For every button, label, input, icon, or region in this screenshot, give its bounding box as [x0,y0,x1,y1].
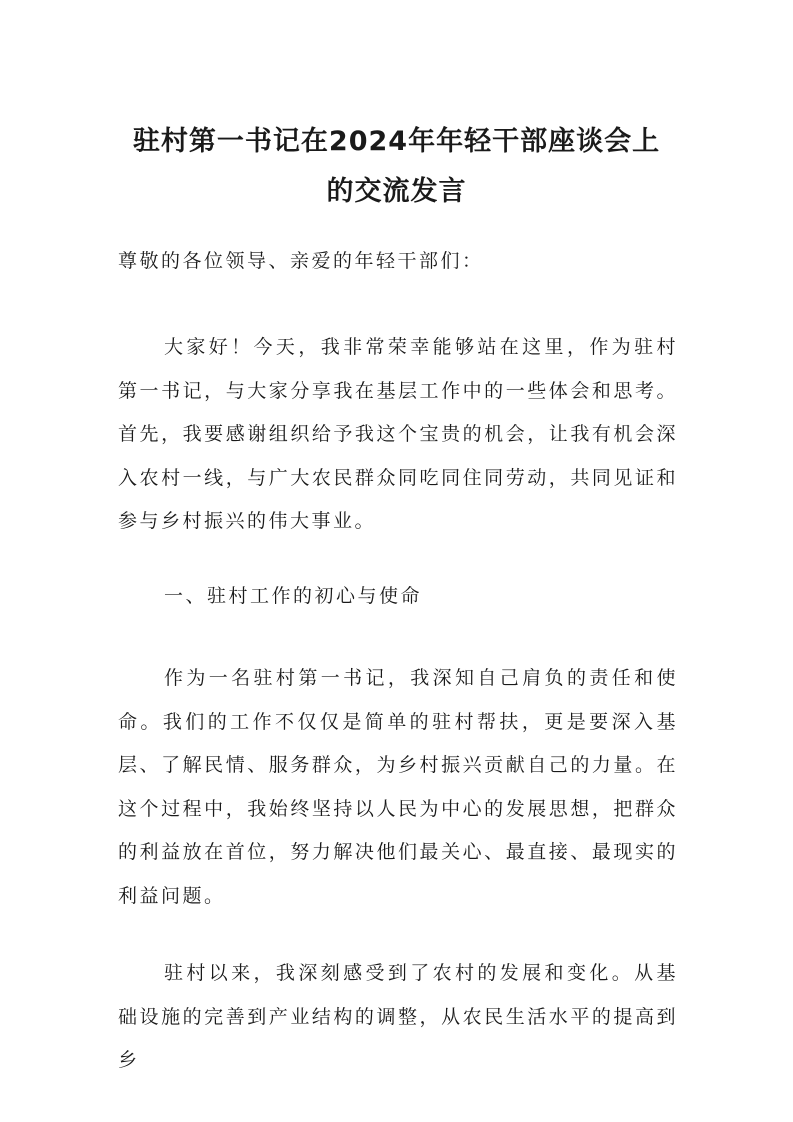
paragraph-opening: 大家好！今天，我非常荣幸能够站在这里，作为驻村第一书记，与大家分享我在基层工作中的一些体会和思考。首先，我要感谢组织给予我这个宝贵的机会，让我有机会深入农村一线，与广大农民群众同吃同住同劳动，共同见证和参与乡村振兴的伟大事业。 [118,336,678,533]
greeting: 尊敬的各位领导、亲爱的年轻干部们： [118,250,484,272]
document-title-line-1: 驻村第一书记在2024年年轻干部座谈会上 [132,126,661,157]
document-title-line-2: 的交流发言 [326,176,467,207]
paragraph-mission: 作为一名驻村第一书记，我深知自己肩负的责任和使命。我们的工作不仅仅是简单的驻村帮扶，更是要深入基层、了解民情、服务群众，为乡村振兴贡献自己的力量。在这个过程中，我始终坚持以人民为中心的发展思想，把群众的利益放在首位，努力解决他们最关心、最直接、最现实的利益问题。 [118,667,678,907]
section-heading: 一、驻村工作的初心与使命 [164,585,423,607]
paragraph-changes: 驻村以来，我深刻感受到了农村的发展和变化。从基础设施的完善到产业结构的调整，从农民生活水平的提高到乡 [118,962,678,1072]
